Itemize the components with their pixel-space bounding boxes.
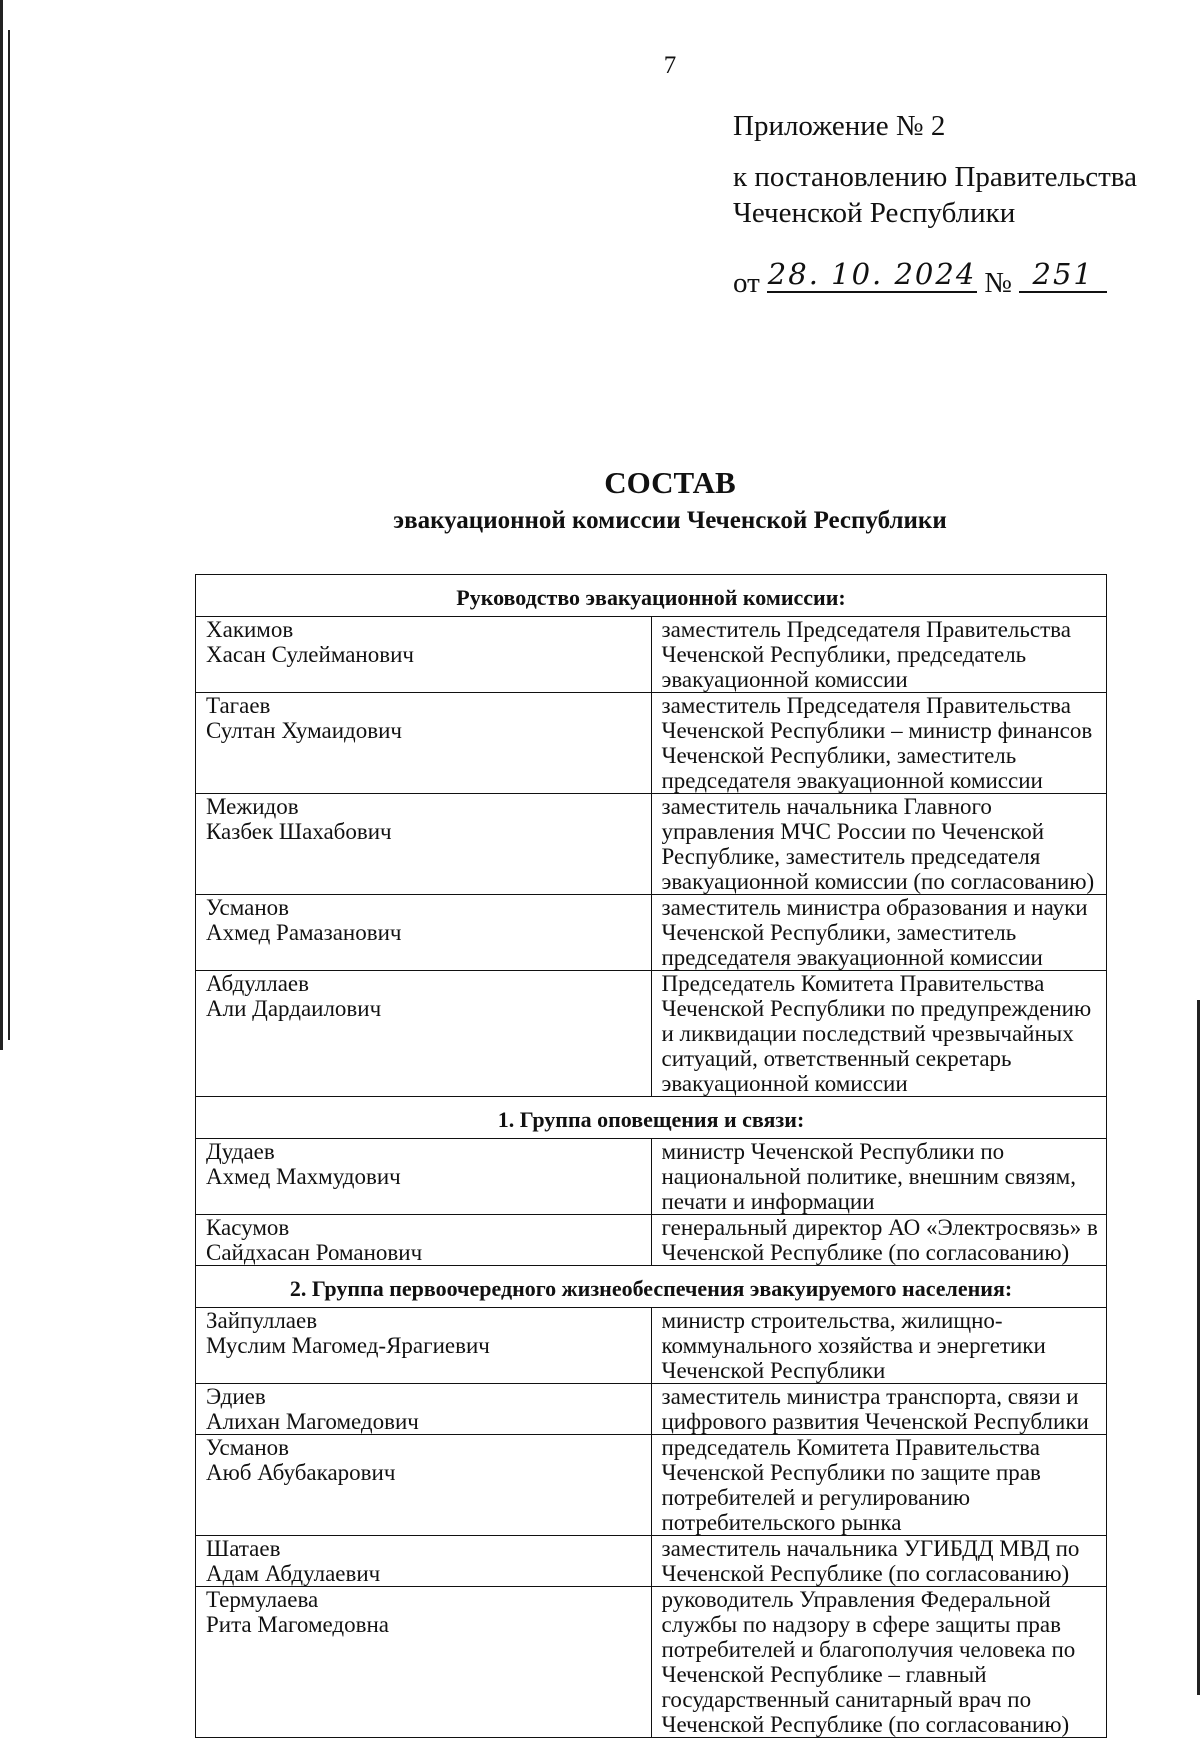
member-given-name: Рита Магомедовна — [206, 1612, 390, 1637]
member-given-name: Али Дардаилович — [206, 996, 382, 1021]
member-role-cell — [651, 617, 1107, 693]
appendix-title: Приложение № 2 — [733, 110, 946, 142]
member-row — [196, 971, 1107, 1097]
member-name-cell — [196, 895, 652, 971]
member-name-cell — [196, 1308, 652, 1384]
member-role-cell — [651, 1308, 1107, 1384]
document-title: СОСТАВ — [604, 465, 736, 500]
appendix-date-number — [733, 257, 1107, 301]
member-row — [196, 1587, 1107, 1738]
member-role: заместитель министра транспорта, связи и цифрового развития Чеченской Республики — [661, 1384, 1089, 1434]
member-role-cell — [651, 1536, 1107, 1587]
member-role: заместитель министра образования и науки Чеченской Республики, заместитель председателя эвакуационной комиссии — [661, 895, 1088, 970]
member-name-cell — [196, 971, 652, 1097]
member-row — [196, 617, 1107, 693]
member-surname: Тагаев — [206, 693, 271, 718]
member-surname: Дудаев — [206, 1139, 275, 1164]
number-label: № — [984, 267, 1012, 299]
section-header-row — [196, 575, 1107, 617]
member-surname: Усманов — [206, 1435, 290, 1460]
member-row — [196, 693, 1107, 794]
member-role: министр Чеченской Республики по национальной политике, внешним связям, печати и информации — [661, 1139, 1076, 1214]
member-name-cell — [196, 1587, 652, 1738]
section-header-row — [196, 1097, 1107, 1139]
member-role: Председатель Комитета Правительства Чеченской Республики по предупреждению и ликвидации последствий чрезвычайных ситуаций, ответственный секретарь эвакуационной комиссии — [661, 971, 1092, 1096]
member-given-name: Сайдхасан Романович — [206, 1240, 423, 1265]
member-surname: Касумов — [206, 1215, 290, 1240]
member-surname: Усманов — [206, 895, 290, 920]
member-role: министр строительства, жилищно-коммунального хозяйства и энергетики Чеченской Республики — [661, 1308, 1046, 1383]
commission-table — [195, 574, 1107, 1738]
member-role: руководитель Управления Федеральной службы по надзору в сфере защиты прав потребителей и благополучия человека по Чеченской Республике – главный государственный санитарный врач по Чеченской Республике (по согласованию) — [661, 1587, 1076, 1737]
member-surname: Хакимов — [206, 617, 294, 642]
member-name-cell — [196, 1139, 652, 1215]
member-role: заместитель начальника Главного управления МЧС России по Чеченской Республике, заместитель председателя эвакуационной комиссии (по согласованию) — [661, 794, 1095, 894]
member-given-name: Султан Хумаидович — [206, 718, 402, 743]
document-subtitle: эвакуационной комиссии Чеченской Республики — [393, 507, 947, 534]
member-name-cell — [196, 794, 652, 895]
member-role: генеральный директор АО «Электросвязь» в Чеченской Республике (по согласованию) — [661, 1215, 1098, 1265]
member-given-name: Аюб Абубакарович — [206, 1460, 396, 1485]
member-surname: Шатаев — [206, 1536, 281, 1561]
section-header: 2. Группа первоочередного жизнеобеспечения эвакуируемого населения: — [196, 1266, 1107, 1308]
member-surname: Абдуллаев — [206, 971, 309, 996]
section-header: 1. Группа оповещения и связи: — [196, 1097, 1107, 1139]
member-given-name: Муслим Магомед-Ярагиевич — [206, 1333, 490, 1358]
handwritten-number: 251 — [1019, 257, 1107, 293]
member-role: председатель Комитета Правительства Чеченской Республики по защите прав потребителей и регулированию потребительского рынка — [661, 1435, 1041, 1535]
member-row — [196, 1215, 1107, 1266]
section-header: Руководство эвакуационной комиссии: — [196, 575, 1107, 617]
section-header-row — [196, 1266, 1107, 1308]
member-name-cell — [196, 1435, 652, 1536]
member-role-cell — [651, 1139, 1107, 1215]
member-row — [196, 1139, 1107, 1215]
member-name-cell — [196, 617, 652, 693]
member-surname: Термулаева — [206, 1587, 319, 1612]
handwritten-date: 28. 10. 2024 — [767, 257, 977, 291]
member-name-cell — [196, 1384, 652, 1435]
member-role-cell — [651, 1215, 1107, 1266]
appendix-line-3: Чеченской Республики — [733, 197, 1016, 229]
member-given-name: Алихан Магомедович — [206, 1409, 419, 1434]
member-role-cell — [651, 971, 1107, 1097]
member-role-cell — [651, 794, 1107, 895]
member-role-cell — [651, 1384, 1107, 1435]
member-given-name: Ахмед Рамазанович — [206, 920, 402, 945]
member-given-name: Адам Абдулаевич — [206, 1561, 381, 1586]
member-row — [196, 1435, 1107, 1536]
member-role-cell — [651, 693, 1107, 794]
scan-edge-left-inner — [8, 30, 10, 1040]
member-role-cell — [651, 1435, 1107, 1536]
member-name-cell — [196, 1215, 652, 1266]
date-prefix: от — [733, 267, 760, 299]
appendix-line-2: к постановлению Правительства — [733, 161, 1137, 193]
member-name-cell — [196, 1536, 652, 1587]
appendix-block — [733, 112, 1137, 228]
member-row — [196, 794, 1107, 895]
member-row — [196, 895, 1107, 971]
member-name-cell — [196, 693, 652, 794]
member-role-cell — [651, 895, 1107, 971]
member-row — [196, 1308, 1107, 1384]
member-role: заместитель Председателя Правительства Чеченской Республики, председатель эвакуационной комиссии — [661, 617, 1071, 692]
page-number: 7 — [663, 52, 677, 79]
member-surname: Межидов — [206, 794, 299, 819]
member-role: заместитель начальника УГИБДД МВД по Чеченской Республике (по согласованию) — [661, 1536, 1080, 1586]
member-given-name: Ахмед Махмудович — [206, 1164, 401, 1189]
member-role: заместитель Председателя Правительства Чеченской Республики – министр финансов Чеченской Республики, заместитель председателя эвакуационной комиссии — [661, 693, 1093, 793]
member-given-name: Казбек Шахабович — [206, 819, 392, 844]
member-surname: Эдиев — [206, 1384, 266, 1409]
member-row — [196, 1536, 1107, 1587]
member-row — [196, 1384, 1107, 1435]
member-given-name: Хасан Сулейманович — [206, 642, 414, 667]
member-role-cell — [651, 1587, 1107, 1738]
member-surname: Зайпуллаев — [206, 1308, 318, 1333]
